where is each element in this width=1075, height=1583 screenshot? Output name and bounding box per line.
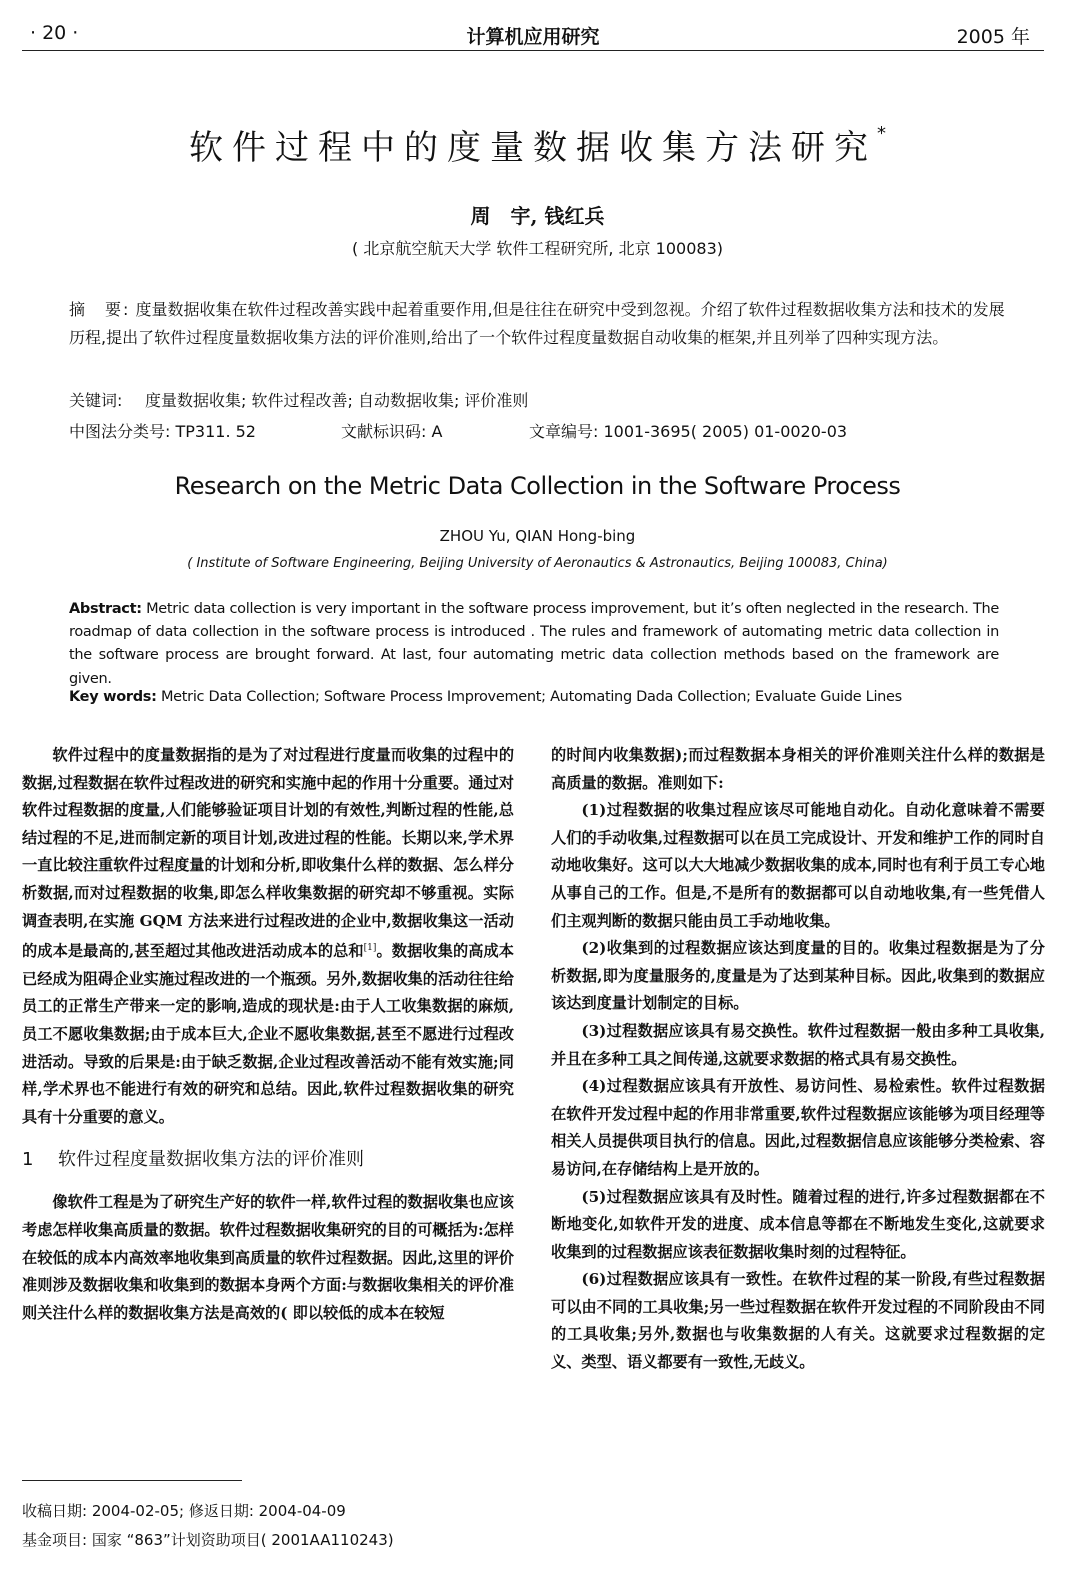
abstract-cn-text: 度量数据收集在软件过程改善实践中起着重要作用,但是往往在研究中受到忽视。介绍了软件过程数据收集方法和技术的发展历程,提出了软件过程度量数据收集方法的评价准则,给出了一个软件过程度量数据自动收集的框架,并且列举了四种实现方法。 [69, 300, 1005, 347]
english-abstract [69, 598, 999, 691]
journal-year: 2005 年 [956, 26, 1030, 48]
title-footnote-mark: * [877, 122, 886, 144]
intro-text-part1: 软件过程中的度量数据指的是为了对过程进行度量而收集的过程中的数据,过程数据在软件过程改进的研究和实施中起的作用十分重要。通过对软件过程数据的度量,人们能够验证项目计划的有效性,判断过程的性能,总结过程的不足,进而制定新的项目计划,改进过程的性能。长期以来,学术界一直比较注重软件过程度量的计划和分析,即收集什么样的数据、怎么样分析数据,而对过程数据的收集,即怎么样收集数据的研究却不够重视。实际调查表明,在实施 GQM 方法来进行过程改进的企业中,数据收集这一活动的成本是最高的,甚至超过其他改进活动成本的总和 [22, 746, 514, 961]
affiliation: ( 北京航空航天大学 软件工程研究所, 北京 100083) [352, 239, 723, 258]
continuation-paragraph: 的时间内收集数据);而过程数据本身相关的评价准则关注什么样的数据是高质量的数据。准则如下: [551, 746, 1045, 792]
citation-ref: [1] [363, 943, 377, 954]
english-title: Research on the Metric Data Collection in the Software Process [174, 472, 901, 500]
article-number: 文章编号: 1001-3695( 2005) 01-0020-03 [529, 422, 848, 441]
section-number: 1 [22, 1149, 34, 1171]
keywords-cn-text: 度量数据收集; 软件过程改善; 自动数据收集; 评价准则 [145, 391, 529, 410]
journal-name: 计算机应用研究 [466, 26, 600, 48]
intro-paragraph [22, 742, 514, 1131]
criterion-2: (2)收集到的过程数据应该达到度量的目的。收集过程数据是为了分析数据,即为度量服务的,度量是为了达到某种目标。因此,收集到的数据应该达到度量计划制定的目标。 [551, 939, 1045, 1013]
footnote-fund: 基金项目: 国家 “863”计划资助项目( 2001AA110243) [22, 1531, 394, 1549]
english-authors: ZHOU Yu, QIAN Hong-bing [439, 527, 636, 545]
english-keywords-label: Key words: [69, 689, 157, 705]
header-rule [22, 50, 1044, 51]
criterion-4: (4)过程数据应该具有开放性、易访问性、易检索性。软件过程数据在软件开发过程中起的作用非常重要,软件过程数据应该能够为项目经理等相关人员提供项目执行的信息。因此,过程数据信息应该能够分类检索、容易访问,在存储结构上是开放的。 [551, 1077, 1045, 1178]
english-keywords [69, 689, 1009, 705]
running-header [22, 20, 1044, 50]
keywords-cn-label: 关键词: [69, 391, 123, 410]
abstract-cn [69, 296, 1009, 352]
criterion-6: (6)过程数据应该具有一致性。在软件过程的某一阶段,有些过程数据可以由不同的工具收集;另一些过程数据在软件开发过程的不同阶段由不同的工具收集;另外,数据也与收集数据的人有关。这就要求过程数据的定义、类型、语义都要有一致性,无歧义。 [551, 1270, 1045, 1372]
section-heading [22, 1147, 514, 1173]
section-paragraph: 像软件工程是为了研究生产好的软件一样,软件过程的数据收集也应该考虑怎样收集高质量的数据。软件过程数据收集研究的目的可概括为:怎样在较低的成本内高效率地收集到高质量的软件过程数据。因此,这里的评价准则涉及数据收集和收集到的数据本身两个方面:与数据收集相关的评价准则关注什么样的数据收集方法是高效的( 即以较低的成本在较短 [22, 1193, 514, 1322]
page-number: · 20 · [30, 22, 79, 44]
abstract-cn-label: 摘 要: [69, 300, 131, 319]
paper-title-text: 软件过程中的度量数据收集方法研究 [189, 128, 877, 168]
authors: 周 宇, 钱红兵 [470, 204, 605, 228]
clc-number: 中图法分类号: TP311. 52 [69, 422, 256, 441]
body-left-column [22, 742, 514, 1327]
footnote-rule [22, 1480, 242, 1481]
criterion-5: (5)过程数据应该具有及时性。随着过程的进行,许多过程数据都在不断地变化,如软件开发的进度、成本信息等都在不断地发生变化,这就要求收集到的过程数据应该表征数据收集时刻的过程特征。 [551, 1187, 1045, 1261]
criterion-1: (1)过程数据的收集过程应该尽可能地自动化。自动化意味着不需要人们的手动收集,过程数据可以在员工完成设计、开发和维护工作的同时自动地收集好。这可以大大地减少数据收集的成本,同时也有利于员工专心地从事自己的工作。但是,不是所有的数据都可以自动地收集,有一些凭借人们主观判断的数据只能由员工手动地收集。 [551, 801, 1045, 930]
paper-title [0, 120, 1075, 169]
intro-text-part2: 。数据收集的高成本已经成为阻碍企业实施过程改进的一个瓶颈。另外,数据收集的活动往往给员工的正常生产带来一定的影响,造成的现状是:由于人工收集数据的麻烦,员工不愿收集数据;由于成本巨大,企业不愿收集数据,甚至不愿进行过程改进活动。导致的后果是:由于缺乏数据,企业过程改善活动不能有效实施;同样,学术界也不能进行有效的研究和总结。因此,软件过程数据收集的研究具有十分重要的意义。 [22, 942, 514, 1126]
english-keywords-text: Metric Data Collection; Software Process Improvement; Automating Dada Collection; Evaluate Guide Lines [160, 689, 902, 705]
english-abstract-text: Metric data collection is very important in the software process improvement, but it’s often neglected in the research. The roadmap of data collection in the software process is introduced . The rules and framework of automating metric data collection in the software process are brought forward. At last, four automating metric data collection methods based on the framework are given. [69, 601, 999, 687]
english-affiliation: ( Institute of Software Engineering, Beijing University of Aeronautics & Astronautics, Beijing 100083, China) [187, 556, 888, 571]
footnote-dates: 收稿日期: 2004-02-05; 修返日期: 2004-04-09 [22, 1502, 346, 1520]
section-title: 软件过程度量数据收集方法的评价准则 [58, 1149, 364, 1171]
body-right-column [551, 742, 1045, 1377]
english-abstract-label: Abstract: [69, 601, 142, 617]
document-code: 文献标识码: A [341, 422, 443, 441]
criterion-3: (3)过程数据应该具有易交换性。软件过程数据一般由多种工具收集,并且在多种工具之间传递,这就要求数据的格式具有易交换性。 [551, 1021, 1045, 1068]
